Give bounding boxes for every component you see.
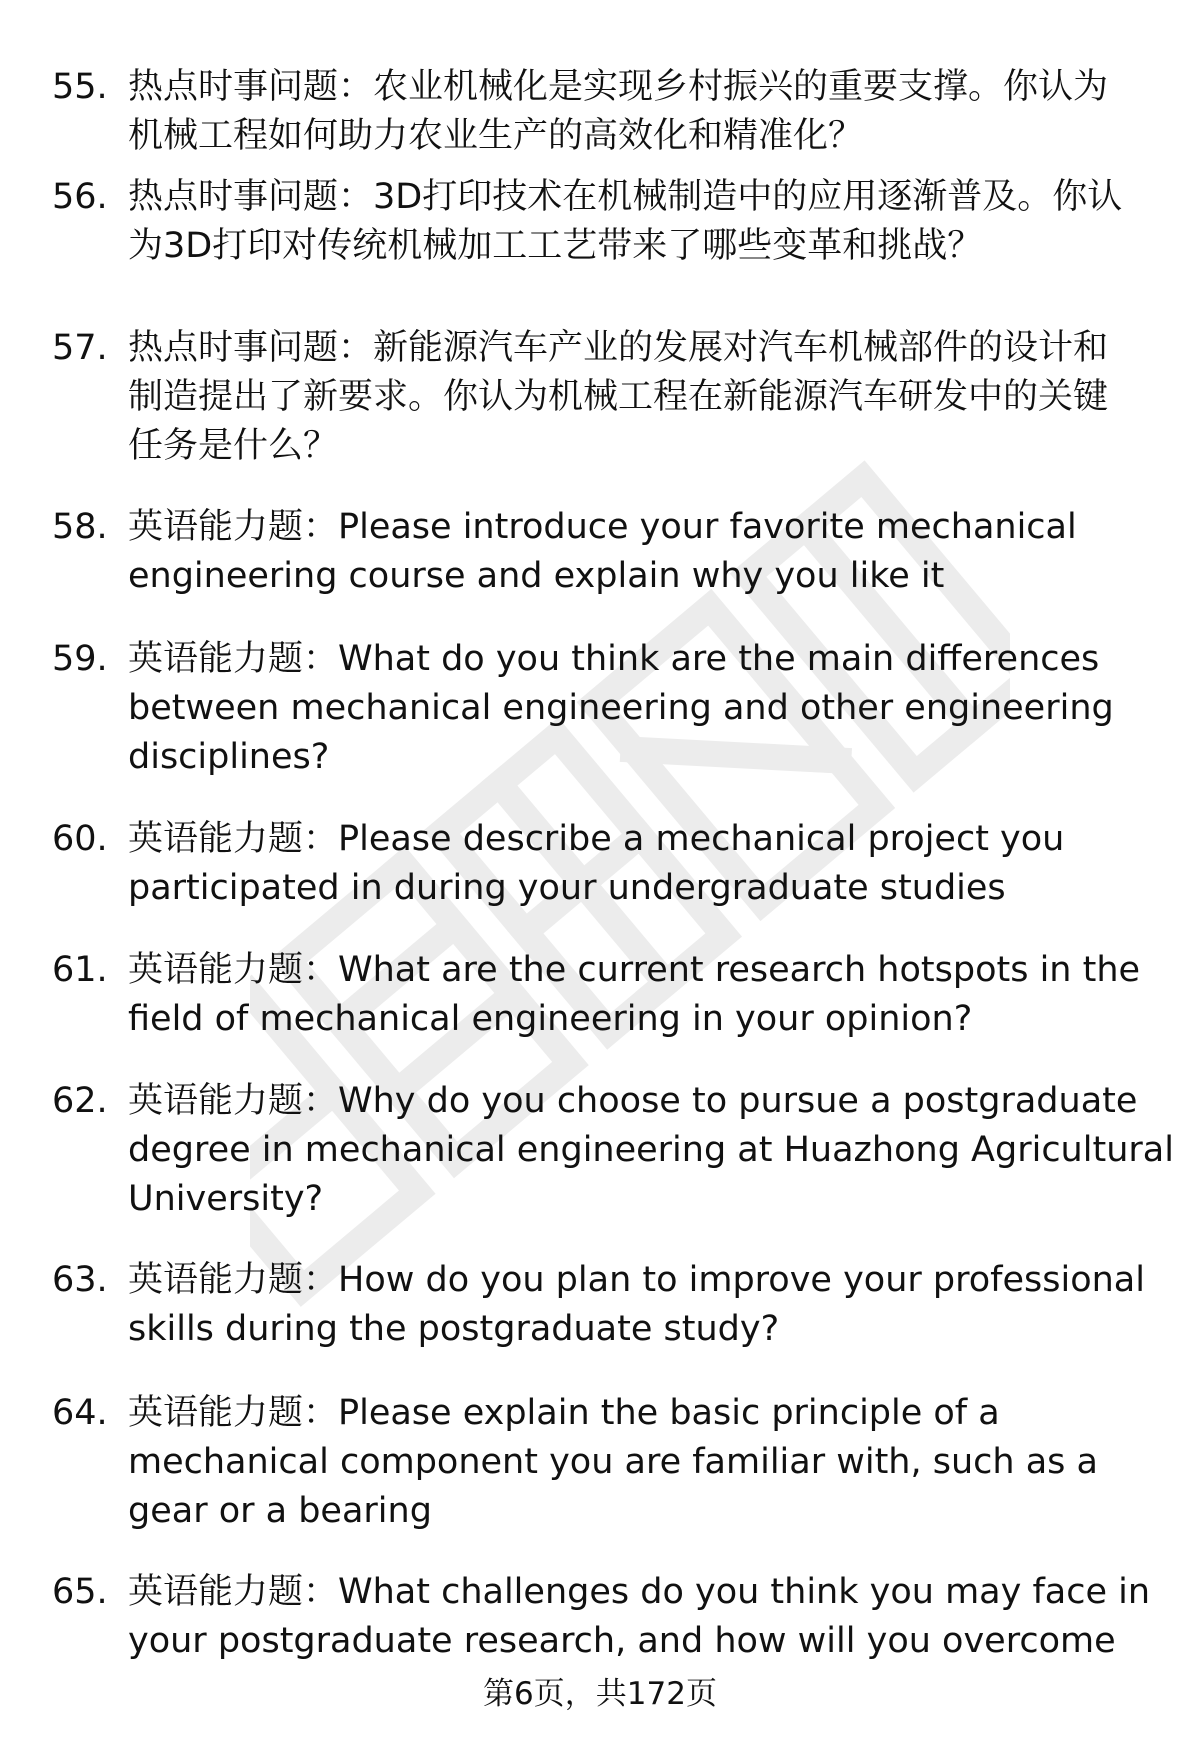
question-number: 56.: [52, 177, 108, 217]
question-text: [128, 324, 1200, 471]
question-line: skills during the postgraduate study?: [128, 1309, 780, 1349]
question-line: University?: [128, 1179, 324, 1219]
question-text: [128, 173, 1200, 271]
question-number: 61.: [52, 950, 108, 990]
question-line: 英语能力题：How do you plan to improve your professional: [128, 1260, 1145, 1300]
question-number: 64.: [52, 1393, 108, 1433]
question-line: 英语能力题：Why do you choose to pursue a postgraduate: [128, 1081, 1138, 1121]
question-number: 62.: [52, 1081, 108, 1121]
page-number-label: 第6页，共172页: [483, 1676, 717, 1712]
question-text: [128, 815, 1200, 913]
question-line: 英语能力题：Please introduce your favorite mechanical: [128, 507, 1077, 547]
question-text: [128, 1568, 1200, 1666]
question-line: your postgraduate research, and how will you overcome: [128, 1621, 1116, 1661]
question-line: degree in mechanical engineering at Huazhong Agricultural: [128, 1130, 1174, 1170]
question-line: 热点时事问题：新能源汽车产业的发展对汽车机械部件的设计和: [128, 328, 1109, 368]
question-text: [128, 1389, 1200, 1536]
question-number: 65.: [52, 1572, 108, 1612]
question-line: 英语能力题：What do you think are the main differences: [128, 639, 1100, 679]
question-line: participated in during your undergraduate studies: [128, 868, 1006, 908]
question-text: [128, 503, 1200, 601]
question-line: engineering course and explain why you like it: [128, 556, 945, 596]
question-number: 58.: [52, 507, 108, 547]
question-number: 59.: [52, 639, 108, 679]
question-line: disciplines?: [128, 737, 330, 777]
question-text: [128, 635, 1200, 782]
question-line: field of mechanical engineering in your opinion?: [128, 999, 973, 1039]
question-number: 63.: [52, 1260, 108, 1300]
question-line: gear or a bearing: [128, 1491, 432, 1531]
question-line: 机械工程如何助力农业生产的高效化和精准化？: [128, 116, 864, 156]
question-line: 热点时事问题：农业机械化是实现乡村振兴的重要支撑。你认为: [128, 67, 1109, 107]
question-number: 57.: [52, 328, 108, 368]
question-text: [128, 63, 1200, 161]
question-line: 英语能力题：What challenges do you think you may face in: [128, 1572, 1151, 1612]
question-line: 英语能力题：Please explain the basic principle of a: [128, 1393, 1000, 1433]
question-line: 热点时事问题：3D打印技术在机械制造中的应用逐渐普及。你认: [128, 177, 1123, 217]
question-line: 制造提出了新要求。你认为机械工程在新能源汽车研发中的关键: [128, 377, 1109, 417]
question-line: mechanical component you are familiar with, such as a: [128, 1442, 1098, 1482]
question-text: [128, 946, 1200, 1044]
question-text: [128, 1256, 1200, 1354]
question-number: 55.: [52, 67, 108, 107]
question-line: 英语能力题：What are the current research hotspots in the: [128, 950, 1141, 990]
question-line: between mechanical engineering and other engineering: [128, 688, 1114, 728]
question-line: 为3D打印对传统机械加工工艺带来了哪些变革和挑战？: [128, 226, 983, 266]
question-text: [128, 1077, 1200, 1224]
question-number: 60.: [52, 819, 108, 859]
question-line: 任务是什么？: [128, 426, 339, 466]
question-line: 英语能力题：Please describe a mechanical project you: [128, 819, 1065, 859]
page-footer: [0, 1674, 1200, 1714]
